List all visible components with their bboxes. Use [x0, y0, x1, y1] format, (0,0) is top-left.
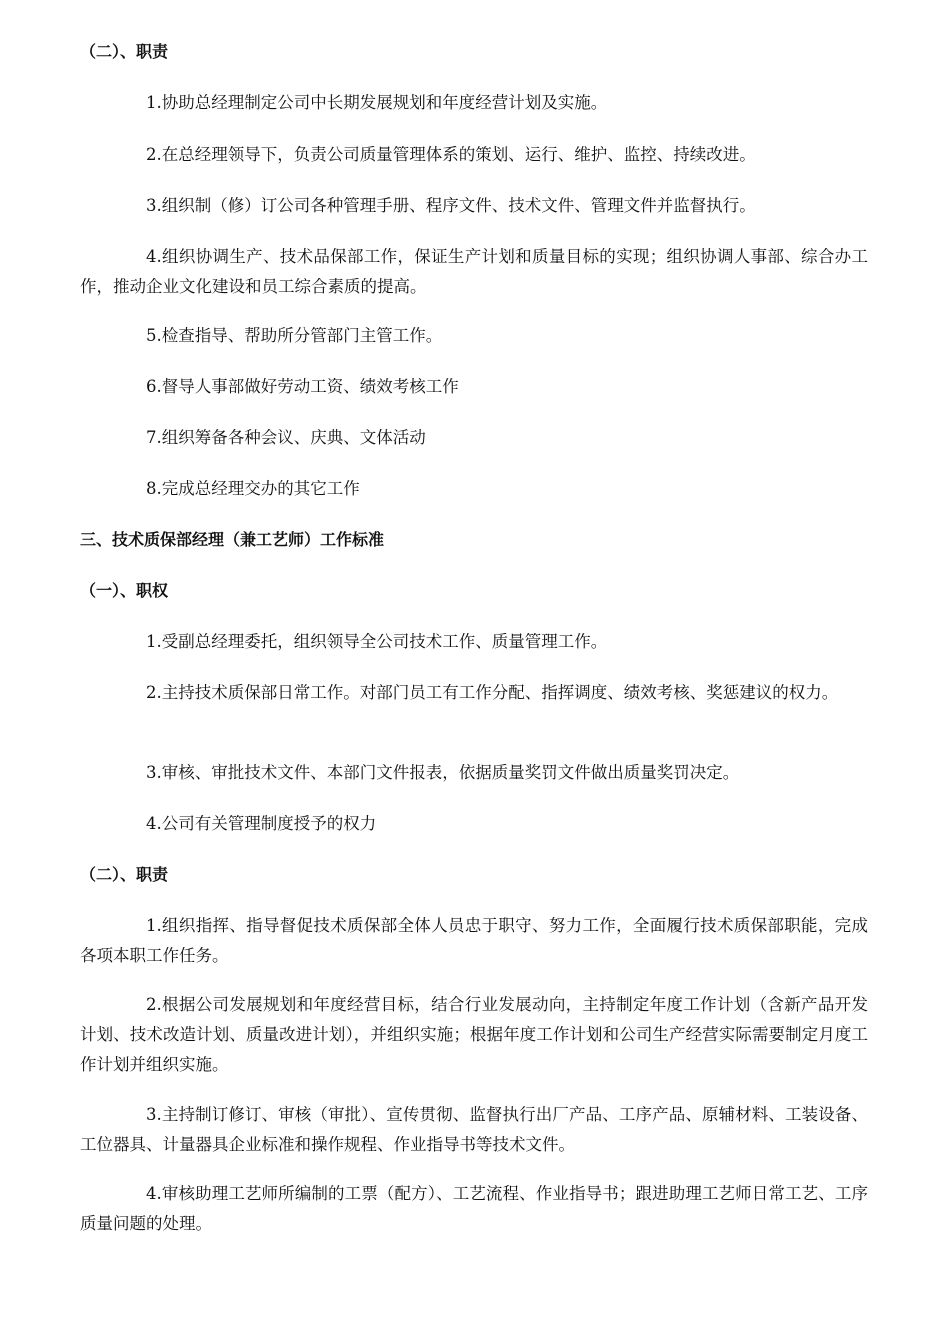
- duty-item-4: 4.组织协调生产、技术品保部工作，保证生产计划和质量目标的实现；组织协调人事部、综合办工作，推动企业文化建设和员工综合素质的提高。: [80, 247, 868, 296]
- power-item-1: 1.受副总经理委托，组织领导全公司技术工作、质量管理工作。: [146, 632, 608, 651]
- duty-item-8: 8.完成总经理交办的其它工作: [146, 479, 360, 498]
- tech-duty-item-4: 4.审核助理工艺师所编制的工票（配方）、工艺流程、作业指导书；跟进助理工艺师日常工艺、工序质量问题的处理。: [80, 1184, 868, 1233]
- heading-duties-1: （二）、职责: [80, 42, 169, 61]
- duty-item-2: 2.在总经理领导下，负责公司质量管理体系的策划、运行、维护、监控、持续改进。: [146, 145, 756, 164]
- power-item-4: 4.公司有关管理制度授予的权力: [146, 814, 377, 833]
- heading-powers: （一）、职权: [80, 581, 169, 600]
- duty-item-7: 7.组织筹备各种会议、庆典、文体活动: [146, 428, 426, 447]
- duty-item-5: 5.检查指导、帮助所分管部门主管工作。: [146, 326, 443, 345]
- duty-item-3: 3.组织制（修）订公司各种管理手册、程序文件、技术文件、管理文件并监督执行。: [146, 196, 756, 215]
- power-item-3: 3.审核、审批技术文件、本部门文件报表，依据质量奖罚文件做出质量奖罚决定。: [146, 763, 740, 782]
- tech-duty-item-1: 1.组织指挥、指导督促技术质保部全体人员忠于职守、努力工作，全面履行技术质保部职能，完成各项本职工作任务。: [80, 916, 868, 965]
- tech-duty-item-2: 2.根据公司发展规划和年度经营目标，结合行业发展动向，主持制定年度工作计划（含新产品开发计划、技术改造计划、质量改进计划），并组织实施；根据年度工作计划和公司生产经营实际需要制定月度工作计划并组织实施。: [80, 995, 868, 1074]
- tech-duty-item-3: 3.主持制订修订、审核（审批）、宣传贯彻、监督执行出厂产品、工序产品、原辅材料、工装设备、工位器具、计量器具企业标准和操作规程、作业指导书等技术文件。: [80, 1105, 868, 1154]
- power-item-2: 2.主持技术质保部日常工作。对部门员工有工作分配、指挥调度、绩效考核、奖惩建议的权力。: [146, 683, 839, 702]
- duty-item-6: 6.督导人事部做好劳动工资、绩效考核工作: [146, 377, 459, 396]
- section-title-3: 三、技术质保部经理（兼工艺师）工作标准: [80, 530, 385, 549]
- duty-item-1: 1.协助总经理制定公司中长期发展规划和年度经营计划及实施。: [146, 93, 608, 112]
- heading-duties-2: （二）、职责: [80, 865, 169, 884]
